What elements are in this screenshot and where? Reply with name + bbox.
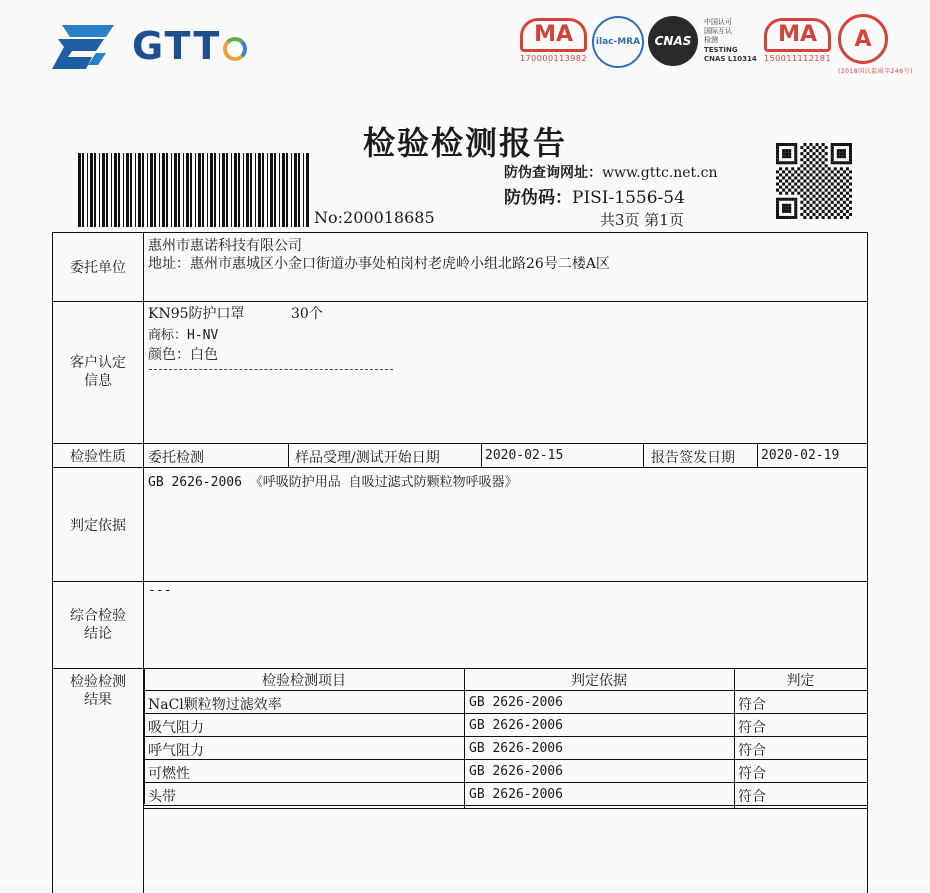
cnas-icon: CNAS [648,16,698,66]
results-header-basis: 判定依据 [571,673,627,689]
brand-name: GTT [132,24,247,68]
conclusion-text: --- [148,583,172,598]
product-quantity: 30个 [291,306,323,322]
report-number: No:200018685 [314,208,435,227]
client-label: 委托单位 [70,260,126,276]
cnas-number: CNAS L10314 [704,55,757,63]
issue-date-label: 报告签发日期 [651,450,735,466]
basis-text: GB 2626-2006 《呼吸防护用品 自吸过滤式防颗粒物呼吸器》 [148,475,518,490]
sample-info-label: 客户认定 信息 [70,355,126,389]
table-row-basis: GB 2626-2006 [469,787,563,802]
cma-mark-right: MA 150011112181 [764,18,831,63]
qr-code-icon [776,143,852,219]
inspection-type-label: 检验性质 [70,449,126,465]
table-row-basis: GB 2626-2006 [469,695,563,710]
product-name: KN95防护口罩 [148,306,245,322]
table-row-basis: GB 2626-2006 [469,718,563,733]
results-table [144,668,867,893]
conclusion-label: 综合检验 结论 [70,608,126,642]
barcode-icon [78,153,310,227]
gtt-logo [52,22,292,72]
table-row-item: 头带 [148,789,176,805]
results-label: 检验检测 结果 [70,674,126,708]
product-color: 颜色：白色 [148,347,218,363]
gtt-logo-mark-icon [52,25,114,69]
inspection-type: 委托检测 [148,450,204,466]
receipt-date-label: 样品受理/测试开始日期 [295,450,440,466]
ilac-mra-icon: ilac-MRA [592,16,644,68]
table-row-item: NaCl颗粒物过滤效率 [148,697,282,713]
report-title: 检验检测报告 [362,124,567,162]
cnas-testing: TESTING [704,46,738,54]
cal-mark-icon: A (2018国认监函字246号) [838,14,913,75]
table-row-verdict: 符合 [738,766,766,782]
table-row-basis: GB 2626-2006 [469,741,563,756]
product-brand: 商标：H-NV [148,328,219,343]
table-row-verdict: 符合 [738,720,766,736]
basis-label: 判定依据 [70,518,126,534]
cma-mark-left: MA 170000113982 [520,18,587,63]
receipt-date: 2020-02-15 [485,448,564,463]
table-row-verdict: 符合 [738,697,766,713]
anti-fake-code: 防伪码：PISI-1556-54 [504,188,685,208]
table-row-basis: GB 2626-2006 [469,764,563,779]
cnas-caption: 中国认可 国际互认 检测 [704,18,732,44]
certification-marks [520,12,913,75]
report-table [52,232,868,893]
client-name: 惠州市惠诺科技有限公司 [148,238,302,254]
results-header-verdict: 判定 [786,673,815,689]
anti-fake-website: 防伪查询网址：www.gttc.net.cn [504,165,718,181]
results-header-item: 检验检测项目 [262,673,346,689]
sample-divider [149,369,393,370]
table-row-verdict: 符合 [738,789,766,805]
table-row-item: 吸气阻力 [148,720,204,736]
page-count: 共3页 第1页 [600,211,684,229]
client-address: 地址：惠州市惠城区小金口街道办事处柏岗村老虎岭小组北路26号二楼A区 [148,256,610,272]
table-row-verdict: 符合 [738,743,766,759]
table-row-item: 可燃性 [148,766,190,782]
issue-date: 2020-02-19 [761,448,840,463]
table-row-item: 呼气阻力 [148,743,204,759]
